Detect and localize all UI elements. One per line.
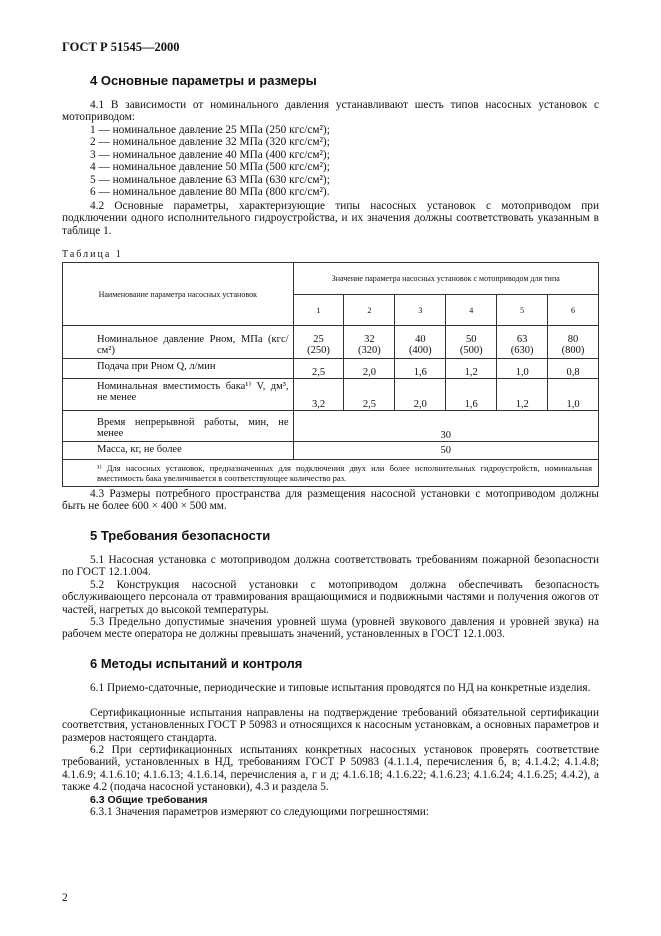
- section-5-heading: 5 Требования безопасности: [90, 528, 271, 543]
- table-cell: 2,5: [344, 379, 395, 411]
- table-cell: 2,0: [344, 359, 395, 379]
- type-item-1: 1 — номинальное давление 25 МПа (250 кгс/см²);: [90, 124, 330, 136]
- table-cell: 80 (800): [548, 326, 599, 359]
- table-cell: 25 (250): [293, 326, 344, 359]
- table-cell: 63 (630): [497, 326, 548, 359]
- table-caption: Таблица 1: [62, 249, 123, 260]
- table-header-type: 5: [497, 295, 548, 326]
- paragraph-6-2: 6.2 При сертификационных испытаниях конкретных насосных установок проверять соответствие требований, установленных в НД, требованиям ГОСТ Р 50983 (4.1.1.4, перечисления б, в; 4.1.4.2; 4.1.4.8; 4.1.6.9; 4.1.6.10; 4.1.6.13; 4.1.6.14, перечисления а, г и д; 4.1.6.18; 4.1.6.22; 4.1.6.23; 4.1.6.24; 4.1.6.25; 4.4.2), а также 4.2 (подача насосной установки), 4.3 и раздела 5.: [62, 744, 599, 794]
- table-header-type: 2: [344, 295, 395, 326]
- table-row-name: Номинальная вместимость бака¹⁾ V, дм³, не менее: [63, 379, 294, 411]
- table-row-name: Масса, кг, не более: [63, 442, 294, 460]
- table-cell: 1,2: [446, 359, 497, 379]
- table-cell: 30: [293, 411, 598, 442]
- table-cell: 1,6: [446, 379, 497, 411]
- table-cell: 1,0: [497, 359, 548, 379]
- table-cell: 0,8: [548, 359, 599, 379]
- type-item-2: 2 — номинальное давление 32 МПа (320 кгс/см²);: [90, 136, 330, 148]
- table-header-type: 4: [446, 295, 497, 326]
- table-row-name: Подача при Pном Q, л/мин: [63, 359, 294, 379]
- document-header: ГОСТ Р 51545—2000: [62, 40, 180, 54]
- page-number: 2: [62, 892, 68, 904]
- table-cell: 40 (400): [395, 326, 446, 359]
- paragraph-5-2: 5.2 Конструкция насосной установки с мотоприводом должна обеспечивать безопасность обслуживающего персонала от травмирования вращающимися и подвижными частями и получения ожогов от частей, нагретых до высокой температуры.: [62, 579, 599, 616]
- table-cell: 32 (320): [344, 326, 395, 359]
- paragraph-6-1: 6.1 Приемо-сдаточные, периодические и типовые испытания проводятся по НД на конкретные изделия.: [90, 682, 591, 694]
- table-cell: 3,2: [293, 379, 344, 411]
- paragraph-4-2: 4.2 Основные параметры, характеризующие типы насосных установок с мотоприводом при подключении одного исполнительного гидроустройства, и их значения должны соответствовать указанным в таблице 1.: [62, 200, 599, 237]
- type-item-6: 6 — номинальное давление 80 МПа (800 кгс/см²).: [90, 186, 330, 198]
- paragraph-5-3: 5.3 Предельно допустимые значения уровней шума (уровней звукового давления и уровней звука) на рабочем месте оператора не должны превышать значений, установленных в ГОСТ 12.1.003.: [62, 616, 599, 641]
- type-item-5: 5 — номинальное давление 63 МПа (630 кгс/см²);: [90, 174, 330, 186]
- table-header-name: Наименование параметра насосных установок: [63, 263, 294, 326]
- subsection-6-3-heading: 6.3 Общие требования: [90, 794, 208, 806]
- table-footnote: ¹⁾ Для насосных установок, предназначенных для подключения двух или более исполнительных гидроустройств, номинальная вместимость бака увеличивается в соответствующее количество раз.: [63, 460, 599, 487]
- table-cell: 1,2: [497, 379, 548, 411]
- table-cell: 2,0: [395, 379, 446, 411]
- table-cell: 1,6: [395, 359, 446, 379]
- table-cell: 50: [293, 442, 598, 460]
- paragraph-6-1-cert: Сертификационные испытания направлены на подтверждение требований обязательной сертификации соответствия, установленных ГОСТ Р 50983 и относящихся к насосным установкам, а основных параметров и размеров настоящего стандарта.: [62, 707, 599, 744]
- paragraph-6-3-1: 6.3.1 Значения параметров измеряют со следующими погрешностями:: [90, 806, 429, 818]
- table-cell: 1,0: [548, 379, 599, 411]
- paragraph-4-3: 4.3 Размеры потребного пространства для размещения насосной установки с мотоприводом должны быть не более 600 × 400 × 500 мм.: [62, 488, 599, 513]
- type-item-3: 3 — номинальное давление 40 МПа (400 кгс/см²);: [90, 149, 330, 161]
- table-header-type: 1: [293, 295, 344, 326]
- section-4-heading: 4 Основные параметры и размеры: [90, 73, 317, 88]
- parameters-table: [62, 262, 599, 487]
- table-header-group: Значение параметра насосных установок с мотоприводом для типа: [293, 263, 598, 295]
- paragraph-4-1: 4.1 В зависимости от номинального давления устанавливают шесть типов насосных установок с мотоприводом:: [62, 99, 599, 124]
- type-item-4: 4 — номинальное давление 50 МПа (500 кгс/см²);: [90, 161, 330, 173]
- table-row-name: Номинальное давление Pном, МПа (кгс/см²): [63, 326, 294, 359]
- paragraph-5-1: 5.1 Насосная установка с мотоприводом должна соответствовать требованиям пожарной безопасности по ГОСТ 12.1.004.: [62, 554, 599, 579]
- table-row-name: Время непрерывной работы, мин, не менее: [63, 411, 294, 442]
- section-6-heading: 6 Методы испытаний и контроля: [90, 656, 303, 671]
- table-cell: 50 (500): [446, 326, 497, 359]
- table-header-type: 3: [395, 295, 446, 326]
- table-header-type: 6: [548, 295, 599, 326]
- table-cell: 2,5: [293, 359, 344, 379]
